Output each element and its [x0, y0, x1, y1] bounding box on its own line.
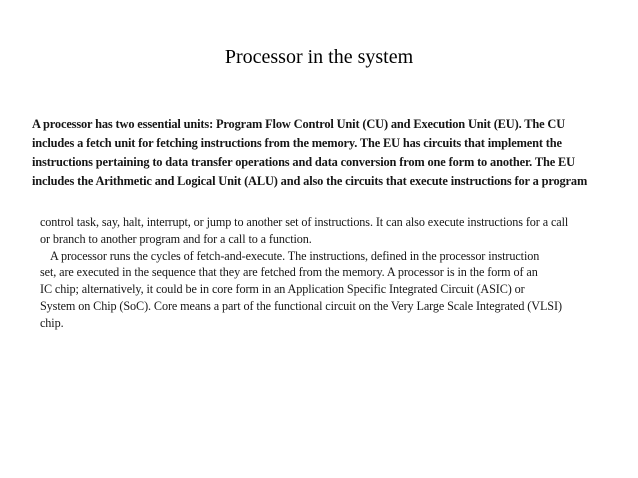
- text-line: instructions pertaining to data transfer operations and data conversion from one form to another. The EU: [32, 155, 575, 169]
- text-line: includes a fetch unit for fetching instructions from the memory. The EU has circuits that implement the: [32, 136, 562, 150]
- scanned-paragraph-two: [40, 214, 600, 332]
- text-line: IC chip; alternatively, it could be in core form in an Application Specific Integrated Circuit (ASIC) or: [40, 282, 525, 297]
- text-line: set, are executed in the sequence that they are fetched from the memory. A processor is in the form of an: [40, 265, 538, 280]
- text-line: A processor has two essential units: Program Flow Control Unit (CU) and Execution Unit (EU). The CU: [32, 117, 565, 131]
- text-line: chip.: [40, 315, 64, 330]
- text-line: includes the Arithmetic and Logical Unit (ALU) and also the circuits that execute instructions for a program: [32, 174, 588, 188]
- scanned-paragraph-one: [32, 115, 612, 191]
- text-line: control task, say, halt, interrupt, or jump to another set of instructions. It can also execute instructions for a call: [40, 215, 569, 229]
- text-line: or branch to another program and for a call to a function.: [40, 231, 312, 246]
- text-line: System on Chip (SoC). Core means a part of the functional circuit on the Very Large Scale Integrated (VLSI): [40, 298, 562, 313]
- text-line: A processor runs the cycles of fetch-and-execute. The instructions, defined in the processor instruction: [50, 248, 540, 263]
- slide-title: Processor in the system: [224, 46, 414, 68]
